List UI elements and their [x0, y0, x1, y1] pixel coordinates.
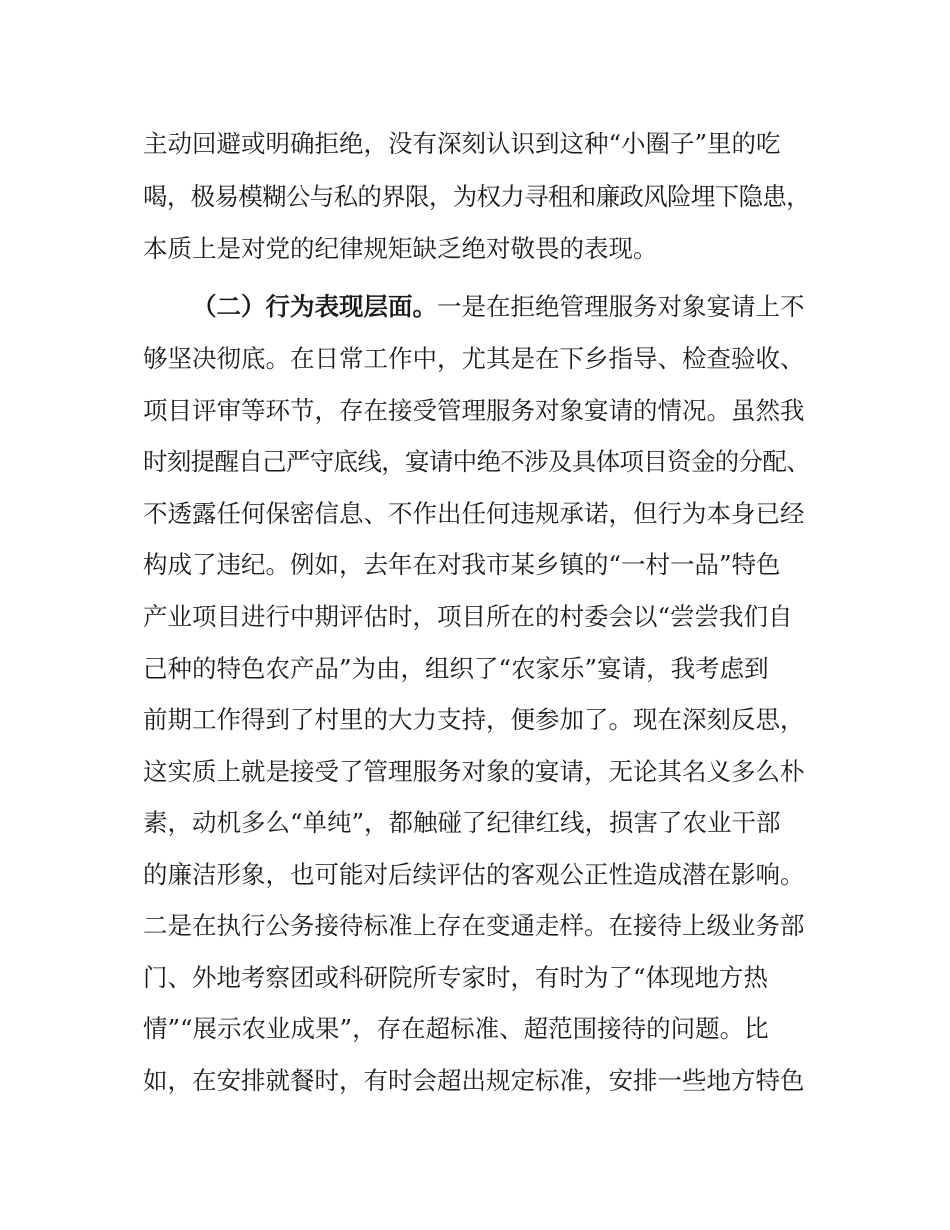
paragraph-line	[0, 124, 950, 164]
paragraph-line	[0, 229, 950, 269]
paragraph-line	[0, 597, 950, 637]
paragraph-line	[0, 391, 950, 431]
line-text: 二是在执行公务接待标准上存在变通走样。在接待上级业务部	[143, 911, 805, 940]
line-text: 己种的特色农产品”为由，组织了“农家乐”宴请，我考虑到	[143, 654, 769, 683]
paragraph-line	[0, 803, 950, 843]
line-text: 时刻提醒自己严守底线，宴请中绝不涉及具体项目资金的分配、	[143, 447, 810, 476]
paragraph-line	[0, 442, 950, 482]
paragraph-line	[0, 906, 950, 946]
paragraph-line	[0, 1009, 950, 1049]
line-text: 构成了违纪。例如，去年在对我市某乡镇的“一村一品”特色	[143, 550, 781, 579]
line-text: 一是在拒绝管理服务对象宴请上不	[437, 292, 805, 321]
line-text: 够坚决彻底。在日常工作中，尤其是在下乡指导、检查验收、	[143, 344, 805, 373]
line-text: 本质上是对党的纪律规矩缺乏绝对敬畏的表现。	[143, 234, 658, 263]
line-text: 主动回避或明确拒绝，没有深刻认识到这种“小圈子”里的吃	[143, 129, 781, 158]
paragraph-line	[0, 855, 950, 895]
line-text: 门、外地考察团或科研院所专家时，有时为了“体现地方热	[143, 963, 769, 992]
paragraph-line	[0, 700, 950, 740]
paragraph-line	[0, 1061, 950, 1101]
paragraph-line	[0, 958, 950, 998]
line-text: 前期工作得到了村里的大力支持，便参加了。现在深刻反思，	[143, 705, 805, 734]
section-first-line	[0, 287, 950, 327]
line-text: 这实质上就是接受了管理服务对象的宴请，无论其名义多么朴	[143, 757, 805, 786]
line-text: 情”“展示农业成果”，存在超标准、超范围接待的问题。比	[143, 1014, 769, 1043]
paragraph-line	[0, 649, 950, 689]
line-text: 如，在安排就餐时，有时会超出规定标准，安排一些地方特色	[143, 1066, 805, 1095]
line-text: 不透露任何保密信息、不作出任何违规承诺，但行为本身已经	[143, 499, 805, 528]
section-heading: （二）行为表现层面。	[192, 292, 437, 321]
paragraph-line	[0, 545, 950, 585]
line-text: 喝，极易模糊公与私的界限，为权力寻租和廉政风险埋下隐患，	[143, 182, 810, 211]
line-text: 项目评审等环节，存在接受管理服务对象宴请的情况。虽然我	[143, 396, 805, 425]
paragraph-line	[0, 752, 950, 792]
paragraph-line	[0, 339, 950, 379]
line-text: 素，动机多么“单纯”，都触碰了纪律红线，损害了农业干部	[143, 808, 781, 837]
paragraph-line	[0, 177, 950, 217]
paragraph-line	[0, 494, 950, 534]
line-text: 产业项目进行中期评估时，项目所在的村委会以“尝尝我们自	[143, 602, 793, 631]
line-text: 的廉洁形象，也可能对后续评估的客观公正性造成潜在影响。	[143, 860, 805, 889]
